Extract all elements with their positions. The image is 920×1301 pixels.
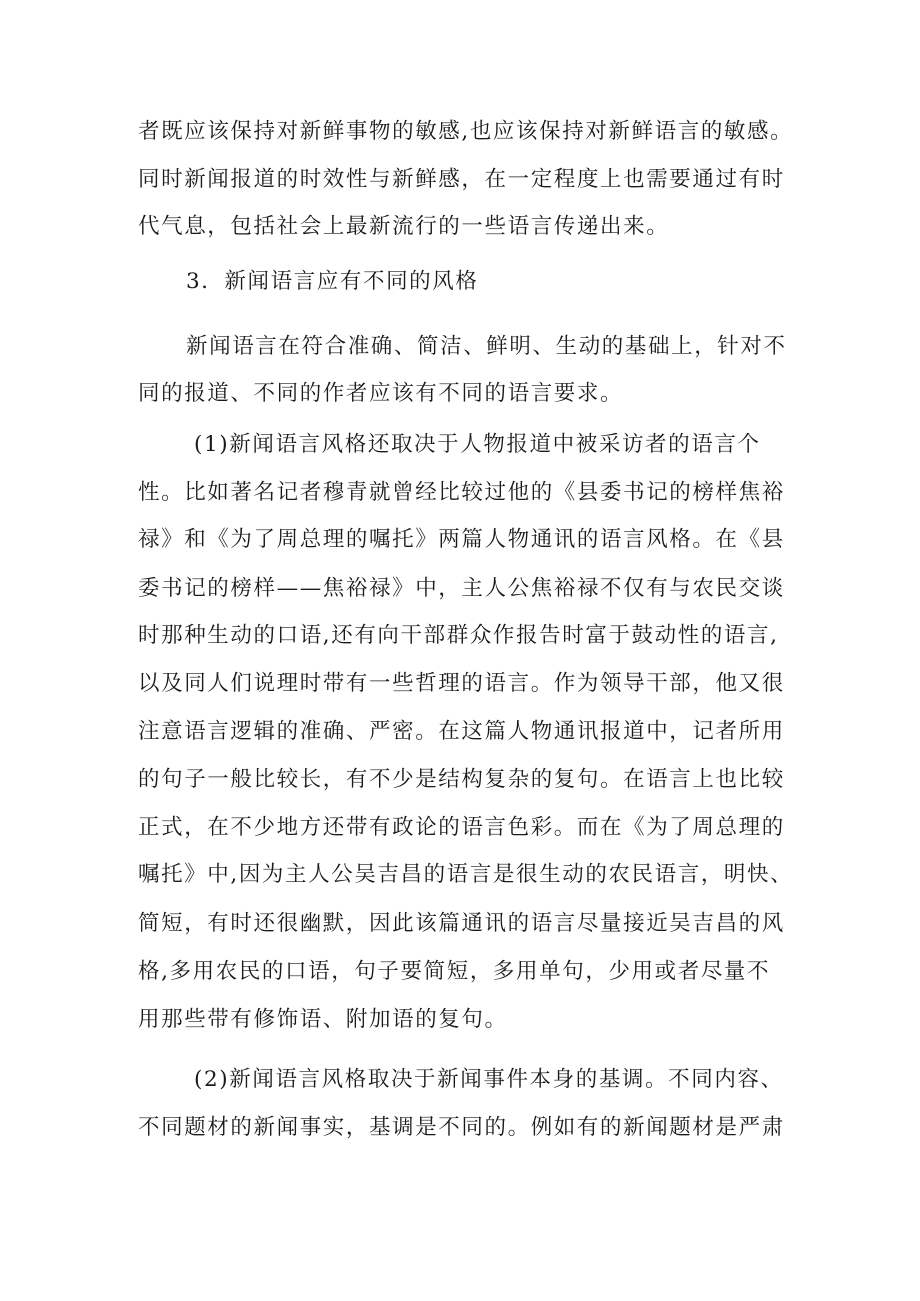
text-line: 嘱托》中,因为主人公吴吉昌的语言是很生动的农民语言，明快、 <box>138 862 794 887</box>
text-line: 的句子一般比较长，有不少是结构复杂的复句。在语言上也比较 <box>138 767 785 792</box>
text-line: (1)新闻语言风格还取决于人物报道中被采访者的语言个 <box>194 432 761 457</box>
text-line: 禄》和《为了周总理的嘱托》两篇人物通讯的语言风格。在《县 <box>138 527 785 552</box>
text-line: 同的报道、不同的作者应该有不同的语言要求。 <box>138 381 624 406</box>
text-line: 同时新闻报道的时效性与新鲜感，在一定程度上也需要通过有时 <box>138 167 785 192</box>
text-line: 新闻语言在符合准确、简洁、鲜明、生动的基础上，针对不 <box>186 334 787 359</box>
text-line: 委书记的榜样——焦裕禄》中，主人公焦裕禄不仅有与农民交谈 <box>138 576 785 601</box>
section-heading: 3．新闻语言应有不同的风格 <box>186 269 479 294</box>
text-line: 简短，有时还很幽默，因此该篇通讯的语言尽量接近吴吉昌的风 <box>138 911 785 936</box>
text-line: 正式，在不少地方还带有政论的语言色彩。而在《为了周总理的 <box>138 815 785 840</box>
text-line: 以及同人们说理时带有一些哲理的语言。作为领导干部，他又很 <box>138 671 785 696</box>
text-line: 格,多用农民的口语，句子要简短，多用单句，少用或者尽量不 <box>138 959 771 984</box>
text-line: 代气息，包括社会上最新流行的一些语言传递出来。 <box>138 214 670 239</box>
text-line: 时那种生动的口语,还有向干部群众作报告时富于鼓动性的语言, <box>138 623 779 648</box>
text-line: (2)新闻语言风格取决于新闻事件本身的基调。不同内容、 <box>194 1067 784 1092</box>
text-line: 用那些带有修饰语、附加语的复句。 <box>138 1007 508 1032</box>
text-line: 性。比如著名记者穆青就曾经比较过他的《县委书记的榜样焦裕 <box>138 480 785 505</box>
text-line: 者既应该保持对新鲜事物的敏感,也应该保持对新鲜语言的敏感。 <box>138 119 794 144</box>
text-line: 注意语言逻辑的准确、严密。在这篇人物通讯报道中，记者所用 <box>138 719 785 744</box>
text-line: 不同题材的新闻事实，基调是不同的。例如有的新闻题材是严肃 <box>138 1115 785 1140</box>
